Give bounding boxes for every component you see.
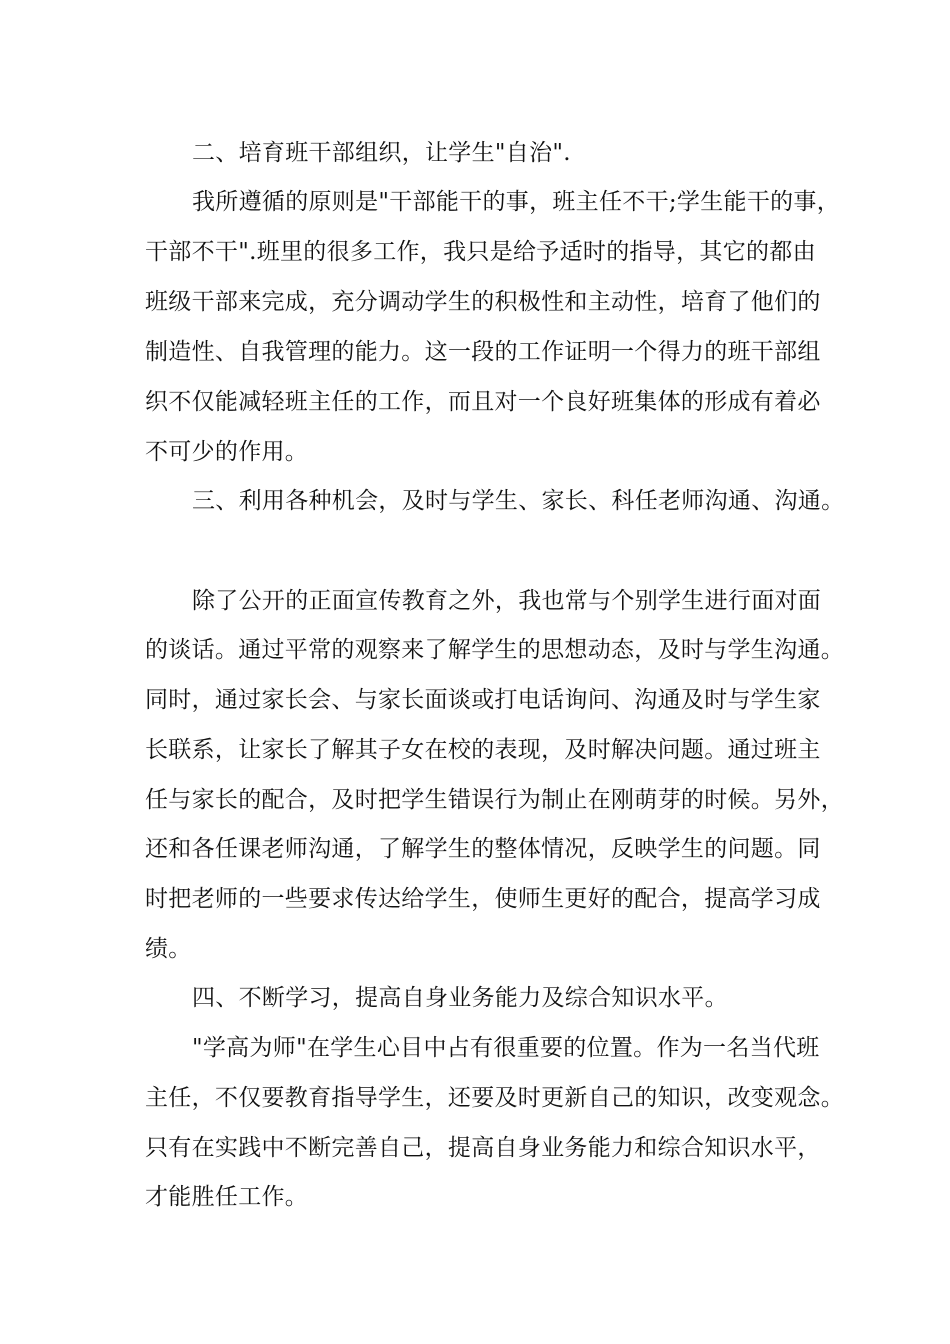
paragraph-line: 还和各任课老师沟通，了解学生的整体情况，反映学生的问题。同	[145, 836, 821, 862]
paragraph-line: 制造性、自我管理的能力。这一段的工作证明一个得力的班干部组	[145, 339, 821, 365]
paragraph-line: 只有在实践中不断完善自己，提高自身业务能力和综合知识水平，	[145, 1135, 821, 1161]
paragraph-line: 织不仅能减轻班主任的工作，而且对一个良好班集体的形成有着必	[145, 389, 821, 415]
paragraph-line: 主任，不仅要教育指导学生，还要及时更新自己的知识，改变观念。	[145, 1085, 844, 1111]
paragraph-line: 才能胜任工作。	[145, 1184, 309, 1210]
paragraph-line: 任与家长的配合，及时把学生错误行为制止在刚萌芽的时候。另外，	[145, 787, 844, 813]
paragraph-line: 班级干部来完成，充分调动学生的积极性和主动性，培育了他们的	[145, 289, 821, 315]
paragraph-line: 的谈话。通过平常的观察来了解学生的思想动态，及时与学生沟通。	[145, 637, 844, 663]
paragraph-line: 除了公开的正面宣传教育之外，我也常与个别学生进行面对面	[192, 588, 822, 614]
paragraph-line: 我所遵循的原则是"干部能干的事，班主任不干;学生能干的事，	[192, 189, 841, 215]
paragraph-line: 同时，通过家长会、与家长面谈或打电话询问、沟通及时与学生家	[145, 687, 821, 713]
section-heading-2: 二、培育班干部组织，让学生"自治".	[192, 140, 571, 166]
paragraph-line: 干部不干".班里的很多工作，我只是给予适时的指导，其它的都由	[145, 239, 816, 265]
section-heading-3: 三、利用各种机会，及时与学生、家长、科任老师沟通、沟通。	[192, 488, 845, 514]
paragraph-line: 不可少的作用。	[145, 439, 309, 465]
paragraph-line: "学高为师"在学生心目中占有很重要的位置。作为一名当代班	[192, 1035, 820, 1061]
paragraph-line: 长联系，让家长了解其子女在校的表现，及时解决问题。通过班主	[145, 737, 821, 763]
paragraph-line: 绩。	[145, 936, 192, 962]
section-heading-4: 四、不断学习，提高自身业务能力及综合知识水平。	[192, 985, 728, 1011]
paragraph-line: 时把老师的一些要求传达给学生，使师生更好的配合，提高学习成	[145, 886, 821, 912]
